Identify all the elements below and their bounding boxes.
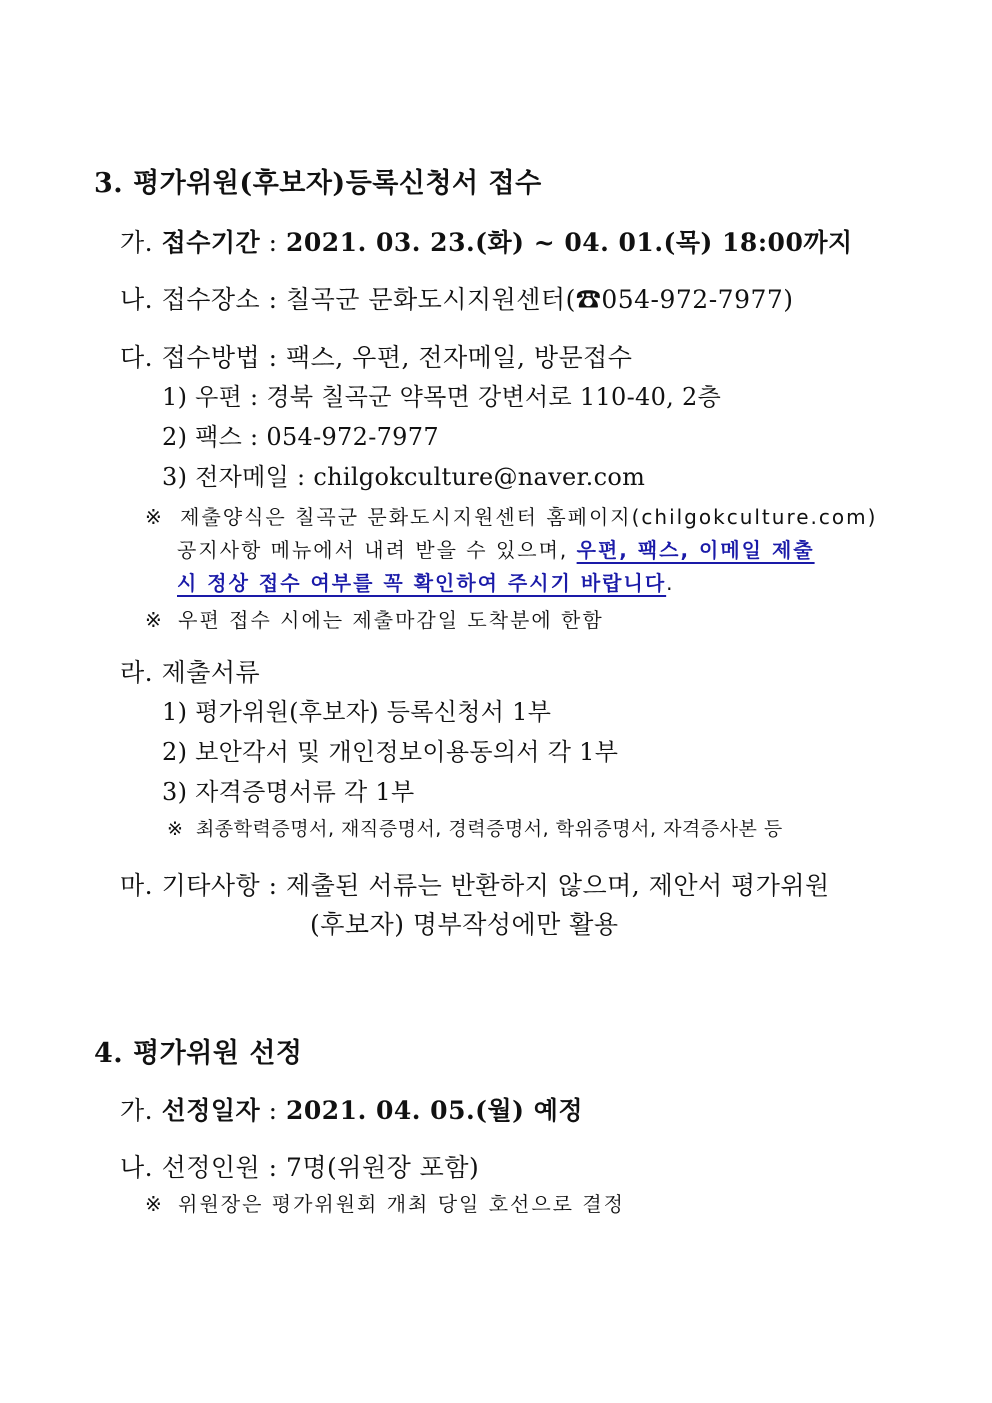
- note-post-deadline: [145, 610, 604, 630]
- document-item-2: 2) 보안각서 및 개인정보이용동의서 각 1부: [162, 738, 619, 766]
- note-form-line2: [177, 540, 815, 560]
- section-3-heading: 3. 평가위원(후보자)등록신청서 접수: [94, 168, 542, 199]
- submission-documents: [120, 660, 260, 685]
- item-marker: 라.: [120, 658, 154, 687]
- submission-documents-text: 제출서류: [161, 658, 261, 687]
- item-marker: 가.: [120, 228, 154, 257]
- note-qualification-docs: [167, 820, 783, 839]
- note-form-emphasis: 우편, 팩스, 이메일 제출: [576, 538, 815, 562]
- etc-notes-line1: 기타사항 : 제출된 서류는 반환하지 않으며, 제안서 평가위원: [161, 871, 830, 900]
- document-item-1: 1) 평가위원(후보자) 등록신청서 1부: [162, 698, 552, 726]
- item-marker: 나.: [120, 285, 154, 314]
- document-item-3: 3) 자격증명서류 각 1부: [162, 778, 415, 806]
- note-form-emphasis-cont: 시 정상 접수 여부를 꼭 확인하여 주시기 바랍니다: [177, 571, 667, 595]
- note-form-period: .: [666, 571, 675, 595]
- note-form-line2-plain: 공지사항 메뉴에서 내려 받을 수 있으며,: [177, 538, 577, 562]
- selection-date: [120, 1098, 583, 1123]
- item-marker: 마.: [120, 871, 154, 900]
- note-post-deadline-text: 우편 접수 시에는 제출마감일 도착분에 한함: [178, 608, 604, 632]
- receipt-period-value: 2021. 03. 23.(화) ~ 04. 01.(목) 18:00까지: [286, 228, 853, 257]
- note-form-line1: 제출양식은 칠곡군 문화도시지원센터 홈페이지(chilgokculture.com): [180, 505, 878, 529]
- item-marker: 가.: [120, 1096, 154, 1125]
- etc-notes: [120, 873, 830, 898]
- selection-members-text: 선정인원 : 7명(위원장 포함): [161, 1153, 480, 1182]
- note-qualification-text: 최종학력증명서, 재직증명서, 경력증명서, 학위증명서, 자격증사본 등: [195, 818, 783, 840]
- item-marker: 나.: [120, 1153, 154, 1182]
- note-chair-election-text: 위원장은 평가위원회 개최 당일 호선으로 결정: [178, 1192, 625, 1216]
- receipt-period: [120, 230, 853, 255]
- note-chair-election: [145, 1194, 625, 1214]
- item-marker: 다.: [120, 343, 154, 372]
- receipt-method-text: 접수방법 : 팩스, 우편, 전자메일, 방문접수: [161, 343, 633, 372]
- method-item-fax: 2) 팩스 : 054-972-7977: [162, 423, 439, 451]
- note-symbol: ※: [145, 505, 164, 529]
- receipt-place-text: 접수장소 : 칠곡군 문화도시지원센터(☎054-972-7977): [161, 285, 794, 314]
- section-4-heading: 4. 평가위원 선정: [94, 1038, 303, 1069]
- receipt-method: [120, 345, 632, 370]
- note-symbol: ※: [145, 608, 164, 632]
- note-symbol: ※: [145, 1192, 164, 1216]
- method-item-post: 1) 우편 : 경북 칠곡군 약목면 강변서로 110-40, 2층: [162, 383, 722, 411]
- note-symbol: ※: [167, 818, 184, 840]
- selection-date-value: 2021. 04. 05.(월) 예정: [286, 1096, 583, 1125]
- method-item-email: 3) 전자메일 : chilgokculture@naver.com: [162, 463, 646, 491]
- selection-date-label: 선정일자: [161, 1096, 261, 1125]
- receipt-period-label: 접수기간: [161, 228, 261, 257]
- selection-members: [120, 1155, 479, 1180]
- separator: :: [260, 1096, 286, 1125]
- receipt-place: [120, 287, 794, 312]
- note-form-download: [145, 507, 877, 527]
- etc-notes-line2: (후보자) 명부작성에만 활용: [310, 910, 619, 939]
- note-form-line3: [177, 573, 675, 593]
- separator: :: [260, 228, 286, 257]
